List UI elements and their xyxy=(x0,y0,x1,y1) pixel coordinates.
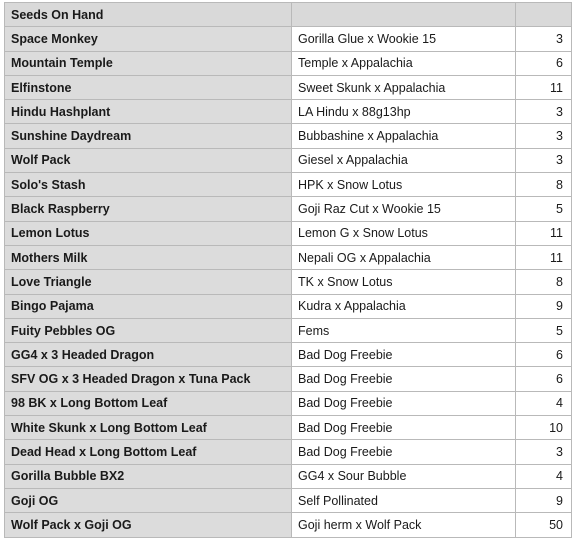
header-row xyxy=(5,3,572,27)
table-row xyxy=(5,294,572,318)
quantity-cell[interactable]: 9 xyxy=(516,294,572,318)
table-row xyxy=(5,270,572,294)
cross-cell[interactable]: Gorilla Glue x Wookie 15 xyxy=(292,27,516,51)
table-row xyxy=(5,173,572,197)
quantity-cell[interactable]: 6 xyxy=(516,51,572,75)
quantity-cell[interactable]: 5 xyxy=(516,197,572,221)
cross-cell[interactable]: Fems xyxy=(292,318,516,342)
table-row xyxy=(5,221,572,245)
strain-name-cell[interactable]: Goji OG xyxy=(5,488,292,512)
table-row xyxy=(5,148,572,172)
strain-name-cell[interactable]: Sunshine Daydream xyxy=(5,124,292,148)
quantity-cell[interactable]: 3 xyxy=(516,100,572,124)
quantity-cell[interactable]: 50 xyxy=(516,513,572,537)
quantity-cell[interactable]: 9 xyxy=(516,488,572,512)
quantity-cell[interactable]: 3 xyxy=(516,124,572,148)
strain-name-cell[interactable]: Wolf Pack x Goji OG xyxy=(5,513,292,537)
table-row xyxy=(5,318,572,342)
table-row xyxy=(5,343,572,367)
header-cell-name[interactable]: Seeds On Hand xyxy=(5,3,292,27)
cross-cell[interactable]: Giesel x Appalachia xyxy=(292,148,516,172)
table-row xyxy=(5,464,572,488)
table-row xyxy=(5,245,572,269)
cross-cell[interactable]: Self Pollinated xyxy=(292,488,516,512)
table-row xyxy=(5,488,572,512)
table-row xyxy=(5,367,572,391)
cross-cell[interactable]: LA Hindu x 88g13hp xyxy=(292,100,516,124)
table-row xyxy=(5,27,572,51)
cross-cell[interactable]: TK x Snow Lotus xyxy=(292,270,516,294)
table-row xyxy=(5,51,572,75)
quantity-cell[interactable]: 11 xyxy=(516,245,572,269)
cross-cell[interactable]: GG4 x Sour Bubble xyxy=(292,464,516,488)
cross-cell[interactable]: Bubbashine x Appalachia xyxy=(292,124,516,148)
cross-cell[interactable]: Bad Dog Freebie xyxy=(292,416,516,440)
cross-cell[interactable]: Bad Dog Freebie xyxy=(292,367,516,391)
header-cell-qty[interactable] xyxy=(516,3,572,27)
quantity-cell[interactable]: 8 xyxy=(516,173,572,197)
table-row xyxy=(5,75,572,99)
cross-cell[interactable]: Lemon G x Snow Lotus xyxy=(292,221,516,245)
quantity-cell[interactable]: 3 xyxy=(516,148,572,172)
strain-name-cell[interactable]: Love Triangle xyxy=(5,270,292,294)
strain-name-cell[interactable]: Mountain Temple xyxy=(5,51,292,75)
cross-cell[interactable]: Bad Dog Freebie xyxy=(292,343,516,367)
table-row xyxy=(5,100,572,124)
strain-name-cell[interactable]: Fuity Pebbles OG xyxy=(5,318,292,342)
strain-name-cell[interactable]: GG4 x 3 Headed Dragon xyxy=(5,343,292,367)
strain-name-cell[interactable]: SFV OG x 3 Headed Dragon x Tuna Pack xyxy=(5,367,292,391)
strain-name-cell[interactable]: Space Monkey xyxy=(5,27,292,51)
cross-cell[interactable]: Goji herm x Wolf Pack xyxy=(292,513,516,537)
table-row xyxy=(5,197,572,221)
table-row xyxy=(5,416,572,440)
strain-name-cell[interactable]: Mothers Milk xyxy=(5,245,292,269)
cross-cell[interactable]: Bad Dog Freebie xyxy=(292,440,516,464)
table-row xyxy=(5,440,572,464)
quantity-cell[interactable]: 11 xyxy=(516,75,572,99)
seeds-table xyxy=(4,2,572,538)
quantity-cell[interactable]: 4 xyxy=(516,464,572,488)
cross-cell[interactable]: Sweet Skunk x Appalachia xyxy=(292,75,516,99)
cross-cell[interactable]: Kudra x Appalachia xyxy=(292,294,516,318)
cross-cell[interactable]: Bad Dog Freebie xyxy=(292,391,516,415)
strain-name-cell[interactable]: Bingo Pajama xyxy=(5,294,292,318)
strain-name-cell[interactable]: Black Raspberry xyxy=(5,197,292,221)
quantity-cell[interactable]: 4 xyxy=(516,391,572,415)
quantity-cell[interactable]: 6 xyxy=(516,367,572,391)
strain-name-cell[interactable]: Elfinstone xyxy=(5,75,292,99)
strain-name-cell[interactable]: 98 BK x Long Bottom Leaf xyxy=(5,391,292,415)
quantity-cell[interactable]: 8 xyxy=(516,270,572,294)
strain-name-cell[interactable]: Hindu Hashplant xyxy=(5,100,292,124)
strain-name-cell[interactable]: White Skunk x Long Bottom Leaf xyxy=(5,416,292,440)
strain-name-cell[interactable]: Dead Head x Long Bottom Leaf xyxy=(5,440,292,464)
header-cell-cross[interactable] xyxy=(292,3,516,27)
strain-name-cell[interactable]: Lemon Lotus xyxy=(5,221,292,245)
quantity-cell[interactable]: 3 xyxy=(516,27,572,51)
cross-cell[interactable]: Temple x Appalachia xyxy=(292,51,516,75)
strain-name-cell[interactable]: Wolf Pack xyxy=(5,148,292,172)
strain-name-cell[interactable]: Solo's Stash xyxy=(5,173,292,197)
table-row xyxy=(5,513,572,537)
cross-cell[interactable]: Goji Raz Cut x Wookie 15 xyxy=(292,197,516,221)
cross-cell[interactable]: Nepali OG x Appalachia xyxy=(292,245,516,269)
cross-cell[interactable]: HPK x Snow Lotus xyxy=(292,173,516,197)
quantity-cell[interactable]: 3 xyxy=(516,440,572,464)
quantity-cell[interactable]: 6 xyxy=(516,343,572,367)
quantity-cell[interactable]: 11 xyxy=(516,221,572,245)
seeds-table-body xyxy=(5,3,572,538)
quantity-cell[interactable]: 5 xyxy=(516,318,572,342)
quantity-cell[interactable]: 10 xyxy=(516,416,572,440)
table-row xyxy=(5,124,572,148)
table-row xyxy=(5,391,572,415)
strain-name-cell[interactable]: Gorilla Bubble BX2 xyxy=(5,464,292,488)
